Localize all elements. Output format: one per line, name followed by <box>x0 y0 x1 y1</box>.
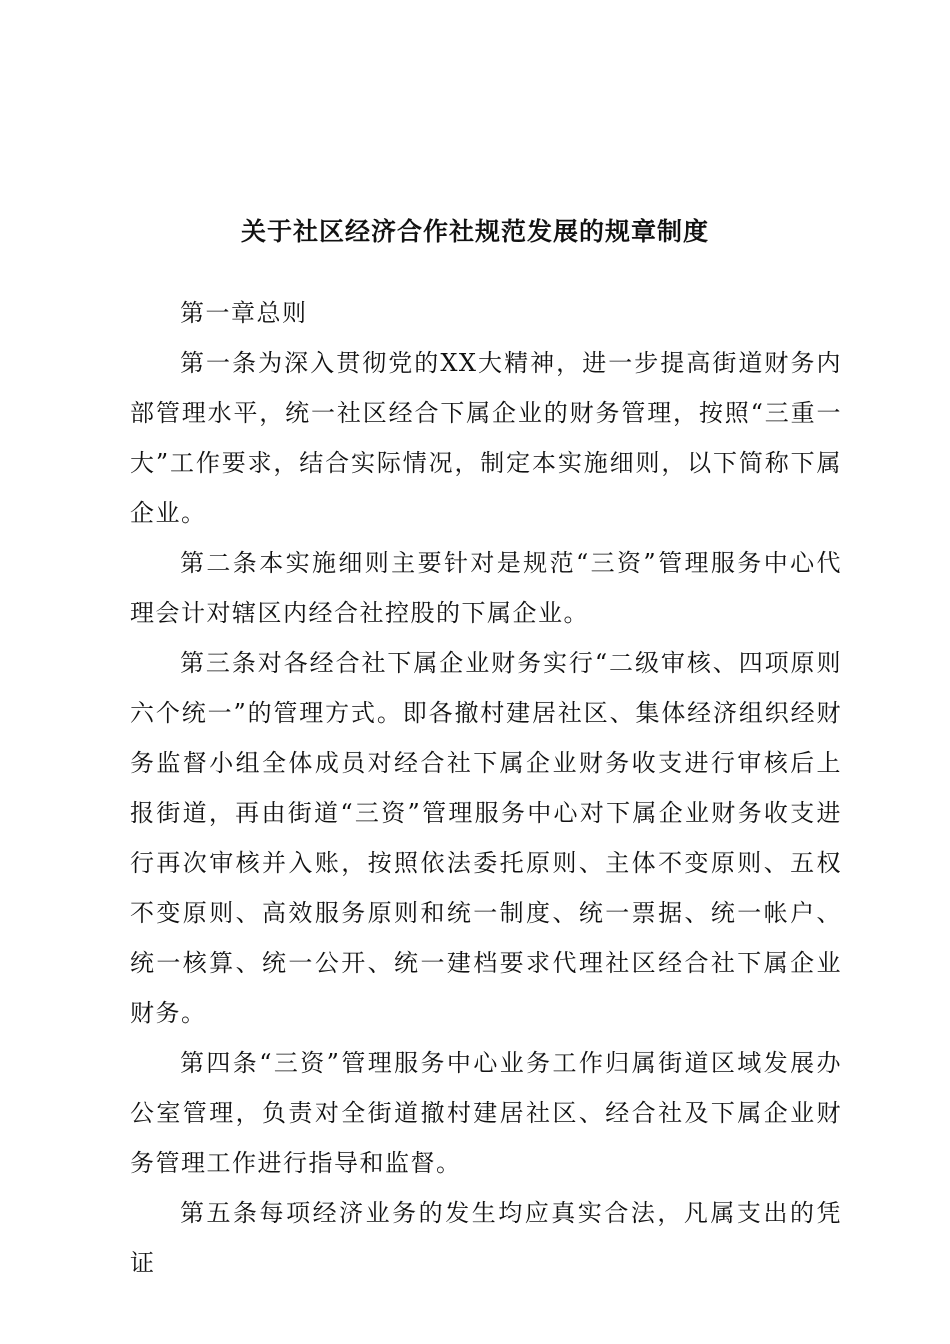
article-4: 第四条“三资”管理服务中心业务工作归属街道区域发展办公室管理，负责对全街道撤村建居社区、经合社及下属企业财务管理工作进行指导和监督。 <box>130 1049 842 1177</box>
article-3: 第三条对各经合社下属企业财务实行“二级审核、四项原则六个统一”的管理方式。即各撤村建居社区、集体经济组织经财务监督小组全体成员对经合社下属企业财务收支进行审核后上报街道，再由街道“三资”管理服务中心对下属企业财务收支进行再次审核并入账，按照依法委托原则、主体不变原则、五权不变原则、高效服务原则和统一制度、统一票据、统一帐户、统一核算、统一公开、统一建档要求代理社区经合社下属企业财务。 <box>130 649 842 1027</box>
article-2: 第二条本实施细则主要针对是规范“三资”管理服务中心代理会计对辖区内经合社控股的下属企业。 <box>130 549 842 627</box>
article-1: 第一条为深入贯彻党的XX大精神，进一步提高街道财务内部管理水平，统一社区经合下属企业的财务管理，按照“三重一大”工作要求，结合实际情况，制定本实施细则，以下简称下属企业。 <box>130 349 842 527</box>
document-title: 关于社区经济合作社规范发展的规章制度 <box>240 217 709 246</box>
chapter-heading: 第一章总则 <box>180 299 308 327</box>
article-5: 第五条每项经济业务的发生均应真实合法，凡属支出的凭证 <box>130 1199 842 1277</box>
document-body <box>130 288 842 1288</box>
